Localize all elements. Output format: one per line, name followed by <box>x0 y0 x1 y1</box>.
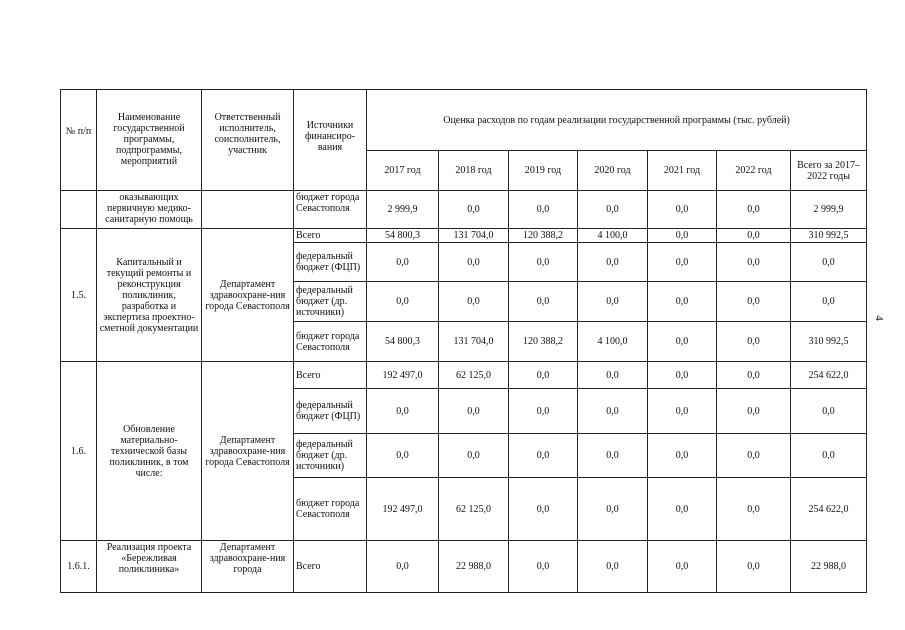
row-source: бюджет города Севастополя <box>294 191 367 229</box>
value-cell: 0,0 <box>509 541 578 593</box>
value-cell: 0,0 <box>648 541 717 593</box>
value-cell: 0,0 <box>578 541 648 593</box>
value-cell: 310 992,5 <box>791 229 867 243</box>
value-cell: 0,0 <box>717 229 791 243</box>
value-cell: 0,0 <box>648 243 717 282</box>
value-cell: 0,0 <box>367 434 439 478</box>
value-cell: 54 800,3 <box>367 322 439 362</box>
value-cell: 0,0 <box>439 389 509 434</box>
value-cell: 0,0 <box>717 322 791 362</box>
row-name: оказывающих первичную медико-санитарную помощь <box>97 191 202 229</box>
value-cell: 0,0 <box>367 389 439 434</box>
value-cell: 54 800,3 <box>367 229 439 243</box>
header-row <box>61 90 867 151</box>
value-cell: 62 125,0 <box>439 362 509 389</box>
value-cell: 131 704,0 <box>439 229 509 243</box>
value-cell: 0,0 <box>367 243 439 282</box>
value-cell: 192 497,0 <box>367 362 439 389</box>
value-cell: 4 100,0 <box>578 229 648 243</box>
value-cell: 0,0 <box>648 478 717 541</box>
value-cell: 0,0 <box>717 478 791 541</box>
budget-table <box>60 89 867 593</box>
value-cell: 0,0 <box>578 243 648 282</box>
year-2020: 2020 год <box>578 151 648 191</box>
row-source: Всего <box>294 541 367 593</box>
header-source: Источники финансиро-вания <box>294 90 367 191</box>
value-cell: 0,0 <box>578 478 648 541</box>
row-num: 1.5. <box>61 229 97 362</box>
value-cell: 0,0 <box>717 243 791 282</box>
row-name: Обновление материально-технической базы поликлиник, в том числе: <box>97 362 202 541</box>
table-row <box>61 229 867 243</box>
value-cell: 0,0 <box>509 191 578 229</box>
year-total: Всего за 2017–2022 годы <box>791 151 867 191</box>
page-number: 4 <box>872 315 885 321</box>
value-cell: 0,0 <box>439 191 509 229</box>
year-2021: 2021 год <box>648 151 717 191</box>
value-cell: 2 999,9 <box>791 191 867 229</box>
value-cell: 0,0 <box>509 282 578 322</box>
value-cell: 0,0 <box>509 362 578 389</box>
value-cell: 0,0 <box>578 434 648 478</box>
row-responsible: Департамент здравоохране-ния города <box>202 541 294 593</box>
header-estimate: Оценка расходов по годам реализации государственной программы (тыс. рублей) <box>367 90 867 151</box>
row-source: федеральный бюджет (ФЦП) <box>294 243 367 282</box>
value-cell: 0,0 <box>717 282 791 322</box>
value-cell: 0,0 <box>648 191 717 229</box>
value-cell: 310 992,5 <box>791 322 867 362</box>
row-source: бюджет города Севастополя <box>294 478 367 541</box>
value-cell: 0,0 <box>509 243 578 282</box>
value-cell: 192 497,0 <box>367 478 439 541</box>
row-responsible: Департамент здравоохране-ния города Севастополя <box>202 229 294 362</box>
value-cell: 120 388,2 <box>509 229 578 243</box>
row-name: Реализация проекта «Бережливая поликлиника» <box>97 541 202 593</box>
value-cell: 0,0 <box>578 282 648 322</box>
row-responsible <box>202 191 294 229</box>
value-cell: 0,0 <box>367 541 439 593</box>
value-cell: 0,0 <box>648 282 717 322</box>
value-cell: 2 999,9 <box>367 191 439 229</box>
header-name: Наименование государственной программы, подпрограммы, мероприятий <box>97 90 202 191</box>
row-num: 1.6. <box>61 362 97 541</box>
value-cell: 0,0 <box>509 434 578 478</box>
value-cell: 0,0 <box>439 243 509 282</box>
value-cell: 0,0 <box>791 282 867 322</box>
value-cell: 0,0 <box>648 434 717 478</box>
row-num <box>61 191 97 229</box>
value-cell: 0,0 <box>791 434 867 478</box>
value-cell: 0,0 <box>367 282 439 322</box>
table-row <box>61 191 867 229</box>
value-cell: 0,0 <box>717 191 791 229</box>
row-responsible: Департамент здравоохране-ния города Севастополя <box>202 362 294 541</box>
row-source: федеральный бюджет (ФЦП) <box>294 389 367 434</box>
value-cell: 0,0 <box>717 389 791 434</box>
table-row <box>61 362 867 389</box>
value-cell: 0,0 <box>439 434 509 478</box>
year-2017: 2017 год <box>367 151 439 191</box>
value-cell: 22 988,0 <box>791 541 867 593</box>
value-cell: 0,0 <box>791 243 867 282</box>
value-cell: 0,0 <box>578 389 648 434</box>
row-source: Всего <box>294 229 367 243</box>
header-num: № п/п <box>61 90 97 191</box>
value-cell: 0,0 <box>717 362 791 389</box>
row-source: федеральный бюджет (др. источники) <box>294 434 367 478</box>
value-cell: 0,0 <box>648 229 717 243</box>
row-num: 1.6.1. <box>61 541 97 593</box>
year-2018: 2018 год <box>439 151 509 191</box>
value-cell: 22 988,0 <box>439 541 509 593</box>
value-cell: 0,0 <box>509 478 578 541</box>
value-cell: 120 388,2 <box>509 322 578 362</box>
value-cell: 4 100,0 <box>578 322 648 362</box>
year-2019: 2019 год <box>509 151 578 191</box>
value-cell: 0,0 <box>578 191 648 229</box>
value-cell: 0,0 <box>648 389 717 434</box>
row-source: федеральный бюджет (др. источники) <box>294 282 367 322</box>
value-cell: 0,0 <box>439 282 509 322</box>
header-responsible: Ответственный исполнитель, соисполнитель, участник <box>202 90 294 191</box>
row-source: бюджет города Севастополя <box>294 322 367 362</box>
row-source: Всего <box>294 362 367 389</box>
value-cell: 254 622,0 <box>791 478 867 541</box>
value-cell: 0,0 <box>578 362 648 389</box>
row-name: Капитальный и текущий ремонты и реконструкция поликлиник, разработка и экспертиза проектно-сметной документации <box>97 229 202 362</box>
value-cell: 131 704,0 <box>439 322 509 362</box>
value-cell: 62 125,0 <box>439 478 509 541</box>
value-cell: 254 622,0 <box>791 362 867 389</box>
value-cell: 0,0 <box>717 434 791 478</box>
value-cell: 0,0 <box>791 389 867 434</box>
value-cell: 0,0 <box>648 322 717 362</box>
year-2022: 2022 год <box>717 151 791 191</box>
value-cell: 0,0 <box>717 541 791 593</box>
value-cell: 0,0 <box>509 389 578 434</box>
table-row <box>61 541 867 593</box>
value-cell: 0,0 <box>648 362 717 389</box>
